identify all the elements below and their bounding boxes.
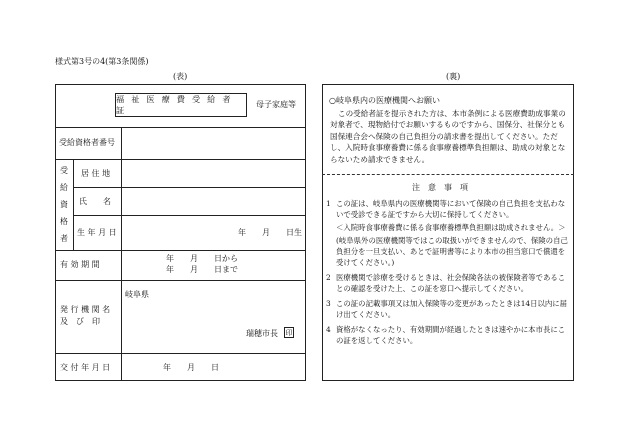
validity-to: 年 月 日まで (166, 265, 238, 274)
note-item: ＜入院時食事療養費に係る食事療養標準負担額は助成されません。＞ (336, 223, 566, 232)
label-address: 居 住 地 (81, 169, 111, 178)
official-seal: 印 (285, 328, 293, 337)
category-label: 母子家庭等 (256, 100, 296, 109)
label-qualified-person: 受 給 資 格 者 (60, 166, 68, 243)
label-issuer-seal: 及 び 印 (60, 317, 100, 326)
label-name: 氏 名 (79, 197, 111, 206)
note-item: (岐阜県外の医療機関等ではこの取扱いができませんので、保険の自己負担分を一旦支払い、あとで証明書等により本市の担当窓口で償還を受けてください。) (336, 236, 568, 267)
label-issue-date: 交 付 年 月 日 (60, 363, 111, 372)
note-item: 4 資格がなくなったり、有効期間が経過したときは速やかに本市長にこの証を返してください。 (326, 325, 566, 345)
notes-list (326, 198, 570, 346)
request-body: この受給者証を提示された方は、本市条例による医療費助成事業の対象者で、現物給付でお願いするものですから、国保分、社保分とも国保連合会へ保険の自己負担分の請求書を提出してください。ただし、入院時食事療養費に係る食事療養標準負担額は、助成の対象とならないため請求できません。 (330, 109, 566, 164)
mayor-name: 瑞穂市長 (246, 329, 278, 338)
label-validity: 有 効 期 間 (60, 260, 100, 269)
issue-date-value: 年 月 日 (163, 363, 219, 372)
label-issuer: 発 行 機 関 名 (60, 305, 111, 314)
label-birthdate: 生 年 月 日 (77, 228, 117, 237)
notes-title: 注 意 事 項 (412, 183, 468, 192)
back-caption: (裏) (446, 72, 461, 81)
note-item: 1 この証は、岐阜県内の医療機関等において保険の自己負担を支払わないで受診できる証ですから大切に保持してください。 (326, 199, 566, 219)
certificate-title: 福 祉 医 療 費 受 給 者 証 (115, 93, 247, 117)
prefecture: 岐阜県 (125, 290, 149, 299)
birthdate-value: 年 月 日生 (238, 228, 302, 237)
front-caption: (表) (173, 72, 188, 81)
label-qualified-number: 受給資格者番号 (59, 138, 115, 147)
form-number: 様式第3号の4(第3条関係) (55, 57, 149, 66)
validity-from: 年 月 日から (166, 254, 238, 263)
request-title: ○岐阜県内の医療機関へお願い (329, 96, 440, 105)
note-item: 2 医療機関で診療を受けるときは、社会保険各法の被保険者等であることの確認を受けた上、この証を窓口へ提示してください。 (326, 273, 566, 293)
note-item: 3 この証の記載事項又は加入保険等の変更があったときは14日以内に届け出てください。 (326, 299, 568, 319)
